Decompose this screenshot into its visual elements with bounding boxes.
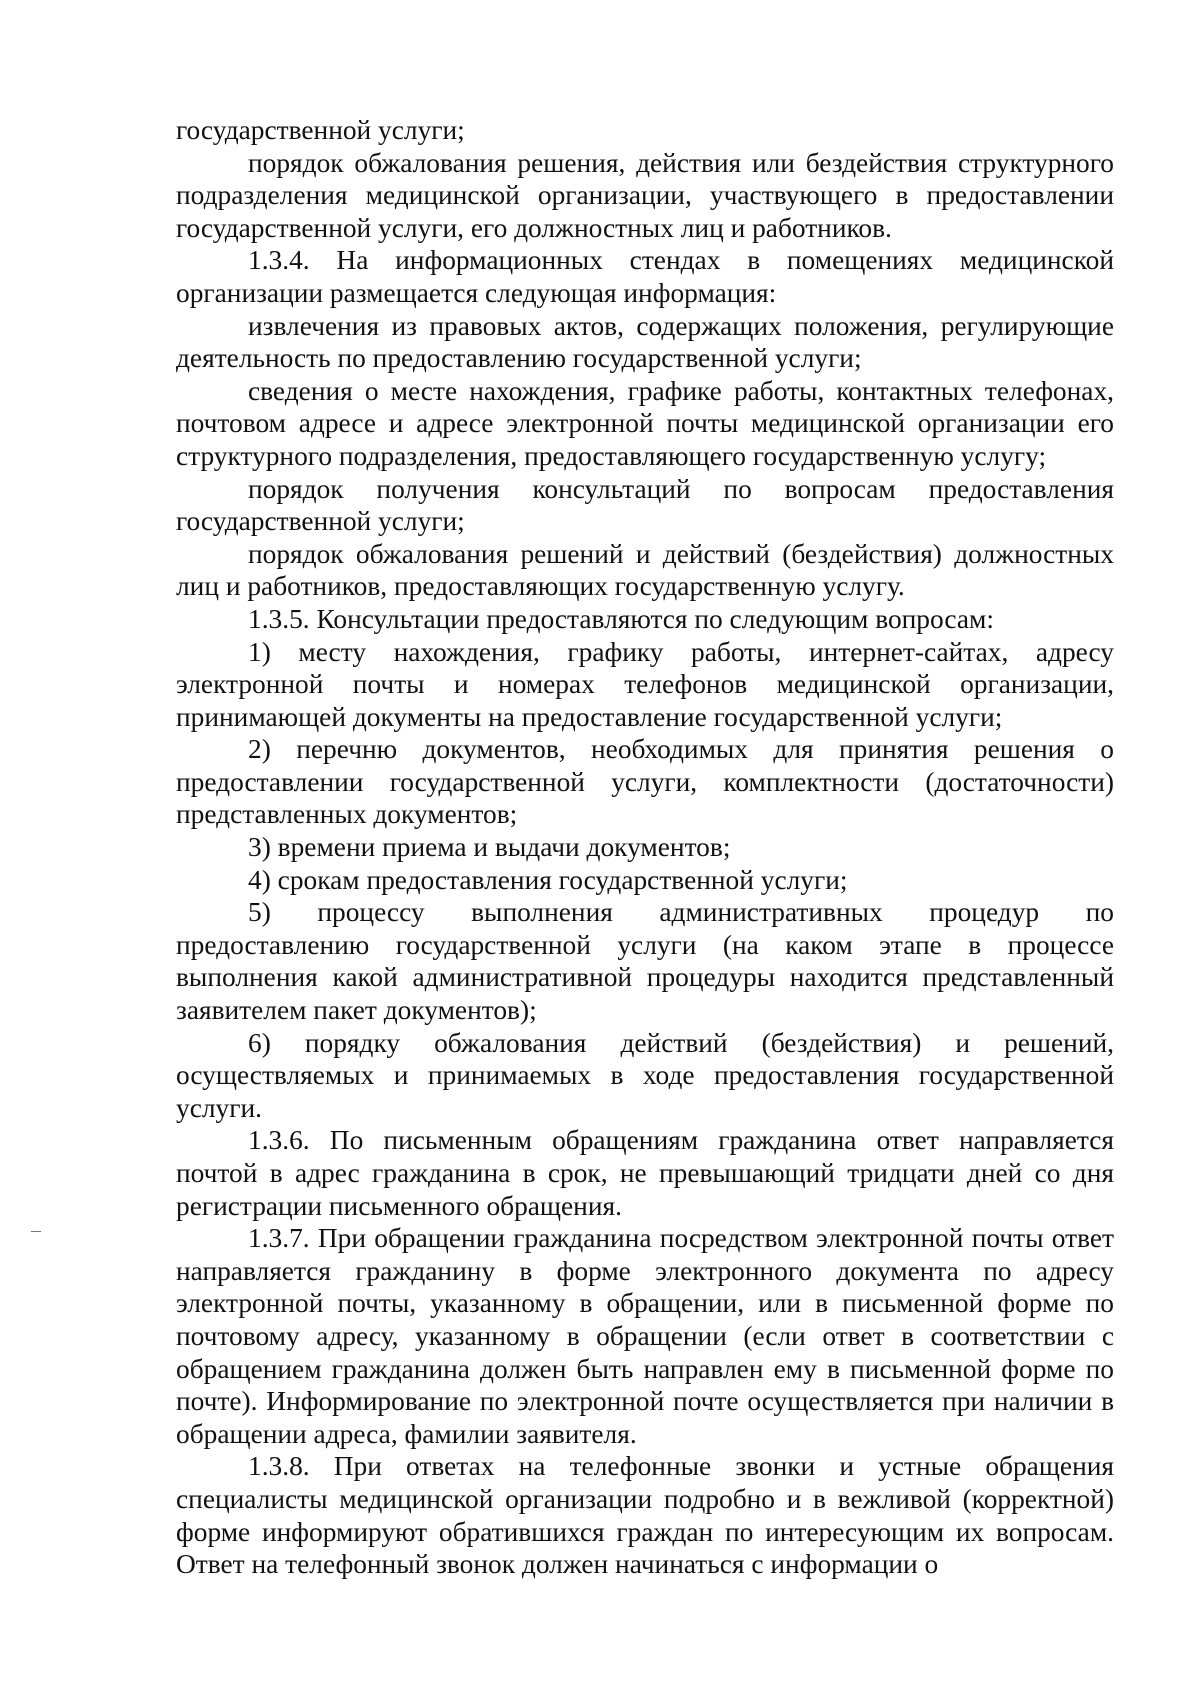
list-item-2: 2) перечню документов, необходимых для принятия решения о предоставлении государственной услуги, комплектности (достаточности) представленных документов; [176, 734, 1114, 830]
paragraph-1-3-4: 1.3.4. На информационных стендах в помещениях медицинской организации размещается следующая информация: [176, 245, 1114, 308]
list-item-1: 1) месту нахождения, графику работы, интернет-сайтах, адресу электронной почты и номерах телефонов медицинской организации, принимающей документы на предоставление государственной услуги; [176, 636, 1114, 732]
paragraph-1-3-6: 1.3.6. По письменным обращениям гражданина ответ направляется почтой в адрес гражданина в срок, не превышающий тридцати дней со дня регистрации письменного обращения. [176, 1125, 1114, 1221]
paragraph-1-3-8: 1.3.8. При ответах на телефонные звонки и устные обращения специалисты медицинской организации подробно и в вежливой (корректной) форме информируют обратившихся граждан по интересующим их вопросам. Ответ на телефонный звонок должен начинаться с информации о [176, 1451, 1114, 1580]
margin-mark [31, 1231, 41, 1232]
paragraph-legal-extracts: извлечения из правовых актов, содержащих положения, регулирующие деятельность по предоставлению государственной услуги; [176, 310, 1114, 374]
paragraph-consultation-procedure: порядок получения консультаций по вопросам предоставления государственной услуги; [176, 473, 1114, 537]
paragraph-1-3-7: 1.3.7. При обращении гражданина посредством электронной почты ответ направляется гражданину в форме электронного документа по адресу электронной почты, указанному в обращении, или в письменной форме по почтовому адресу, указанному в обращении (если ответ в соответствии с обращением гражданина должен быть направлен ему в письменной форме по почте). Информирование по электронной почте осуществляется при наличии в обращении адреса, фамилии заявителя. [176, 1223, 1114, 1449]
paragraph-continuation: государственной услуги; [176, 115, 465, 145]
list-item-3: 3) времени приема и выдачи документов; [248, 832, 731, 863]
paragraph-appeal-procedure: порядок обжалования решения, действия или бездействия структурного подразделения медицинской организации, участвующего в предоставлении государственной услуги, его должностных лиц и работников. [176, 147, 1114, 243]
list-item-6: 6) порядку обжалования действий (бездействия) и решений, осуществляемых и принимаемых в ходе предоставления государственной услуги. [176, 1027, 1114, 1123]
list-item-4: 4) срокам предоставления государственной услуги; [248, 864, 848, 895]
paragraph-appeal-decisions: порядок обжалования решений и действий (бездействия) должностных лиц и работников, предоставляющих государственную услугу. [176, 538, 1114, 602]
list-item-5: 5) процессу выполнения административных процедур по предоставлению государственной услуги (на каком этапе в процессе выполнения какой административной процедуры находится представленный заявителем пакет документов); [176, 897, 1114, 1026]
paragraph-location-info: сведения о месте нахождения, графике работы, контактных телефонах, почтовом адресе и адресе электронной почты медицинской организации его структурного подразделения, предоставляющего государственную услугу; [176, 375, 1114, 471]
paragraph-1-3-5: 1.3.5. Консультации предоставляются по следующим вопросам: [248, 603, 994, 634]
